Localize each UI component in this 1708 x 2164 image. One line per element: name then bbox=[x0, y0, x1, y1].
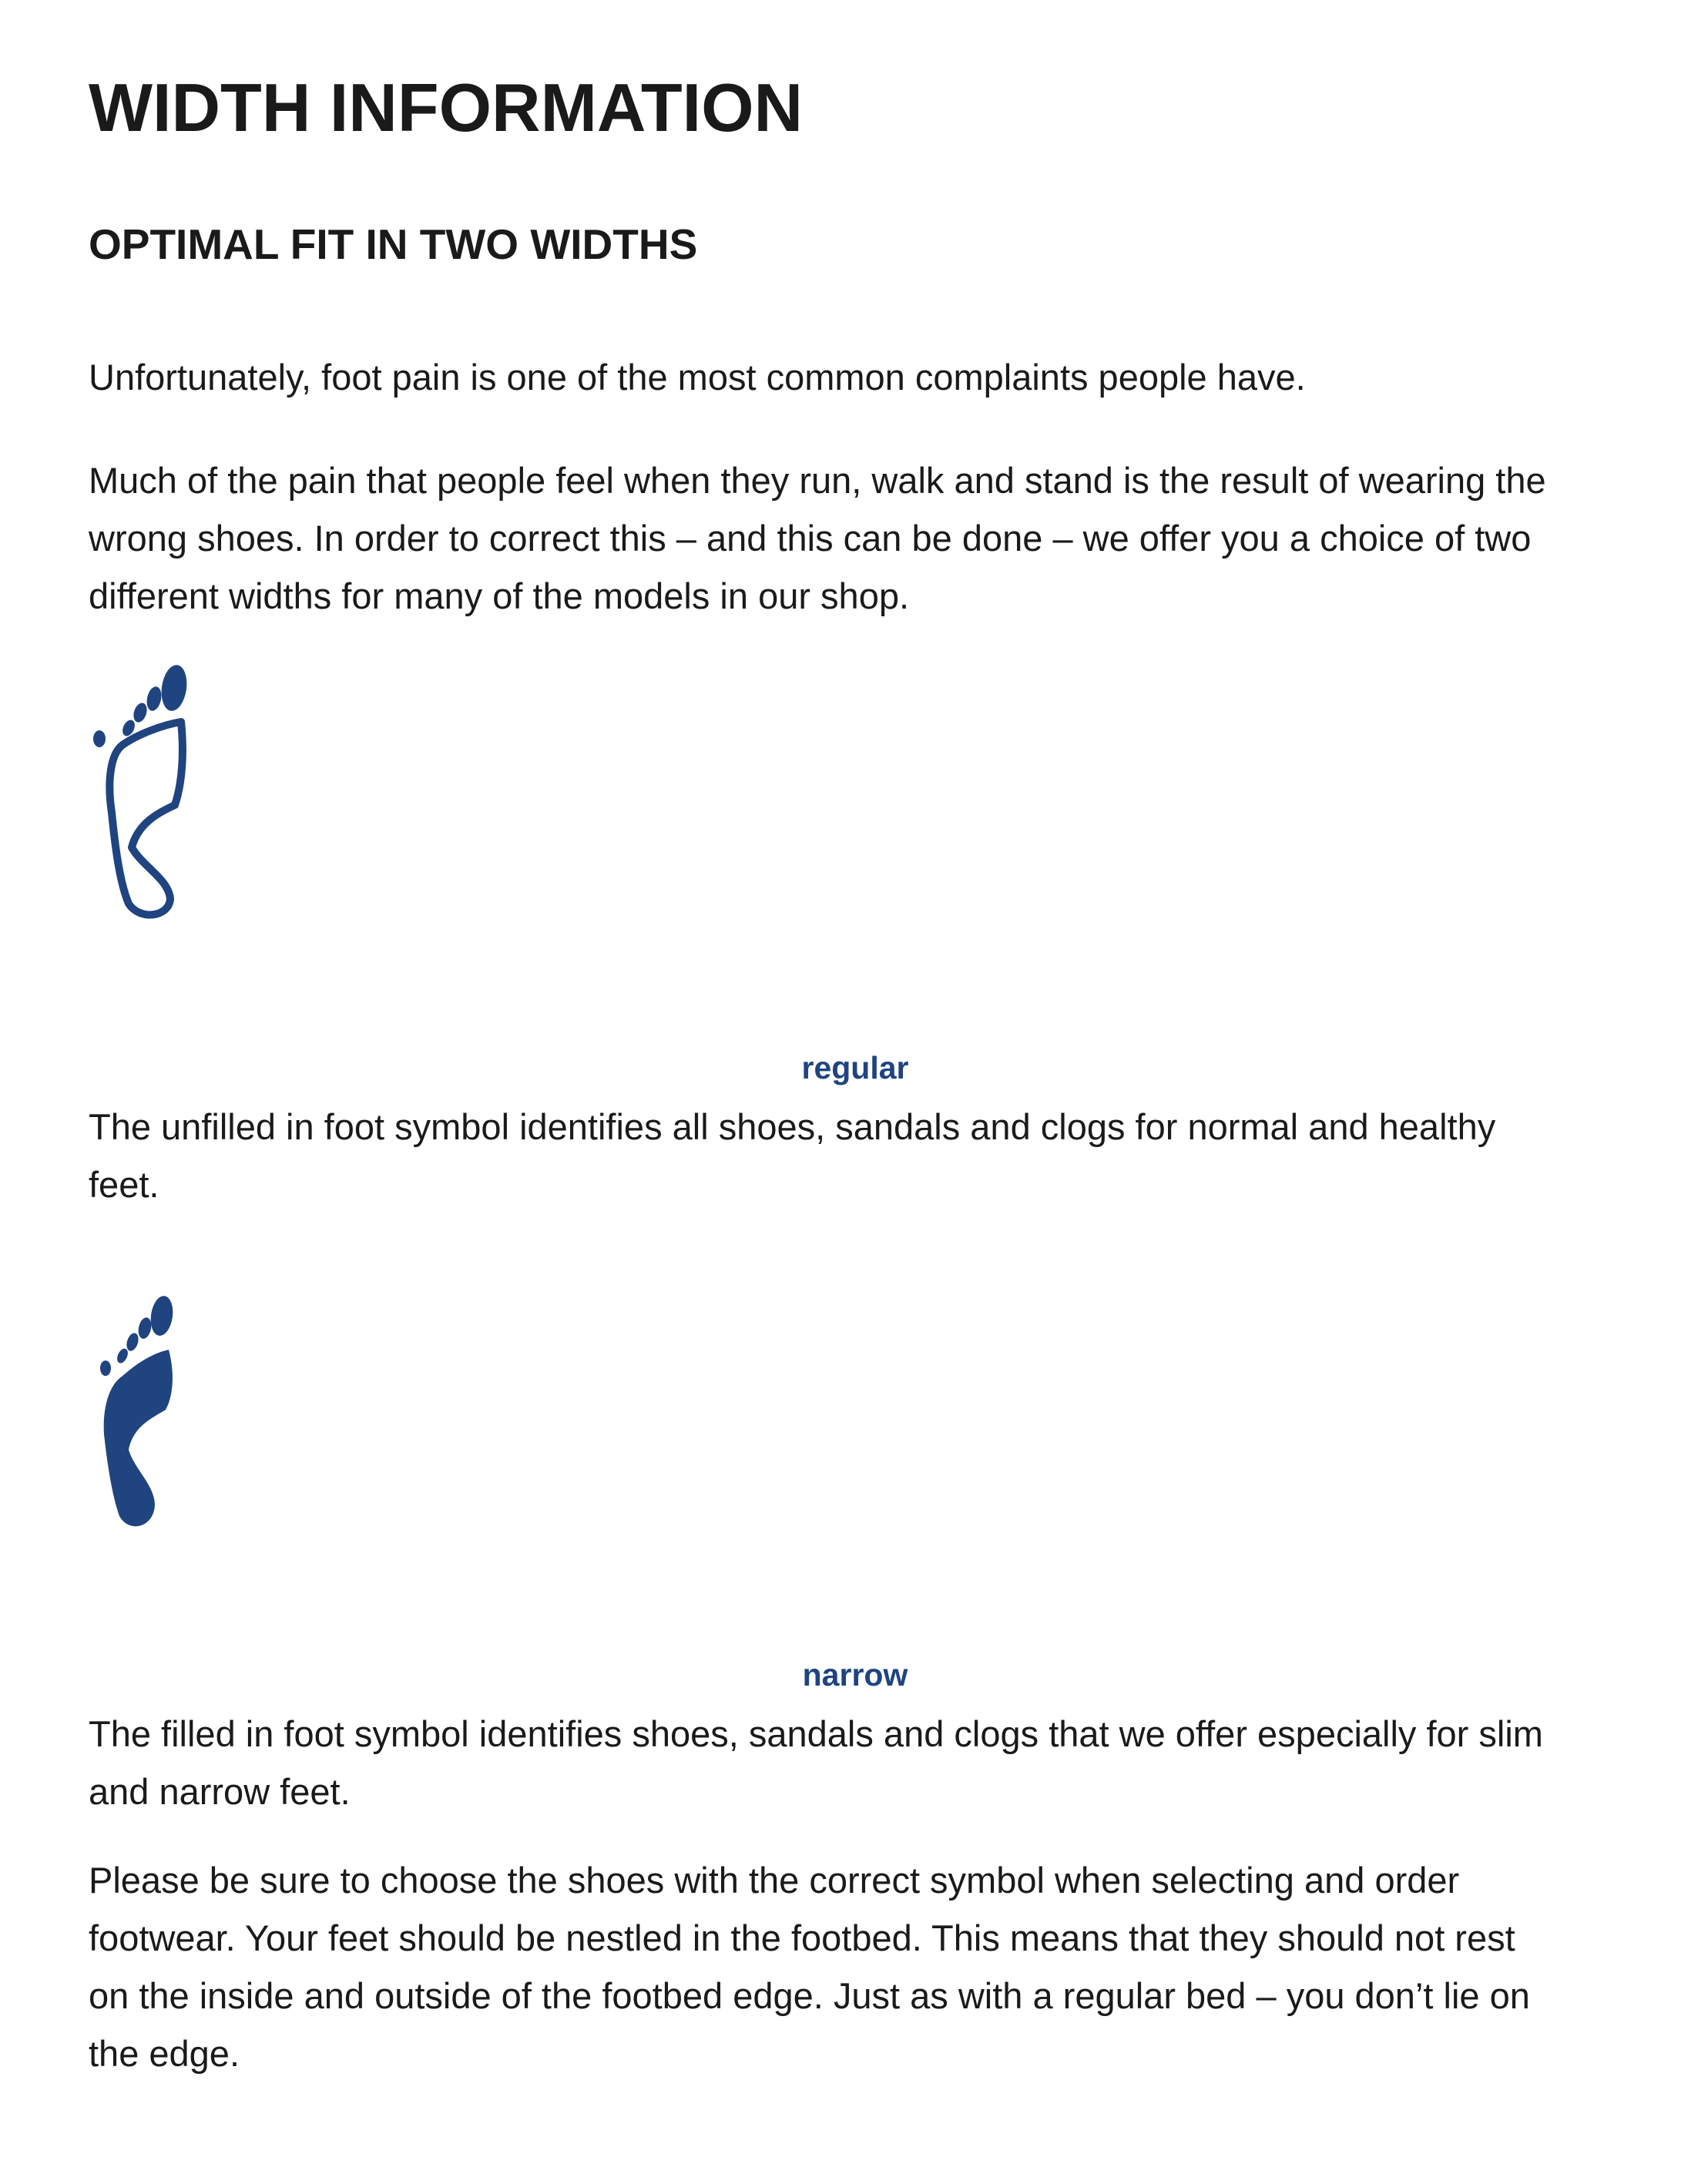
width-label-narrow: narrow bbox=[802, 1657, 908, 1693]
regular-description-line-1: The unfilled in foot symbol identifies all shoes, sandals and clogs for normal and healthy bbox=[89, 1106, 1496, 1147]
narrow-description-line-2: and narrow feet. bbox=[89, 1771, 351, 1812]
closing-paragraph-line-1: Please be sure to choose the shoes with the correct symbol when selecting and order bbox=[89, 1860, 1460, 1901]
intro-paragraph-1-line-1: Unfortunately, foot pain is one of the most common complaints people have. bbox=[89, 357, 1306, 398]
closing-paragraph-line-3: on the inside and outside of the footbed edge. Just as with a regular bed – you don’t lie on bbox=[89, 1975, 1530, 2016]
regular-description-line-2: feet. bbox=[89, 1164, 159, 1205]
regular-description bbox=[89, 1098, 1622, 1213]
intro-paragraph-2 bbox=[89, 451, 1622, 625]
closing-paragraph-line-2: footwear. Your feet should be nestled in the footbed. This means that they should not rest bbox=[89, 1917, 1515, 1958]
intro-paragraph-2-line-1: Much of the pain that people feel when they run, walk and stand is the result of wearing the bbox=[89, 460, 1546, 501]
closing-paragraph bbox=[89, 1851, 1622, 2082]
closing-paragraph-line-4: the edge. bbox=[89, 2033, 240, 2074]
intro-paragraph-1 bbox=[89, 348, 1622, 406]
foot-filled-icon bbox=[89, 1288, 181, 1535]
narrow-description-line-1: The filled in foot symbol identifies shoes, sandals and clogs that we offer especially for slim bbox=[89, 1713, 1543, 1754]
width-label-regular: regular bbox=[801, 1050, 909, 1085]
page-title: WIDTH INFORMATION bbox=[89, 69, 804, 146]
intro-paragraph-2-line-3: different widths for many of the models in our shop. bbox=[89, 575, 910, 616]
foot-outline-icon bbox=[89, 659, 196, 921]
intro-paragraph-2-line-2: wrong shoes. In order to correct this – and this can be done – we offer you a choice of two bbox=[89, 518, 1532, 559]
page-subtitle: OPTIMAL FIT IN TWO WIDTHS bbox=[89, 220, 698, 268]
narrow-description bbox=[89, 1705, 1622, 1820]
